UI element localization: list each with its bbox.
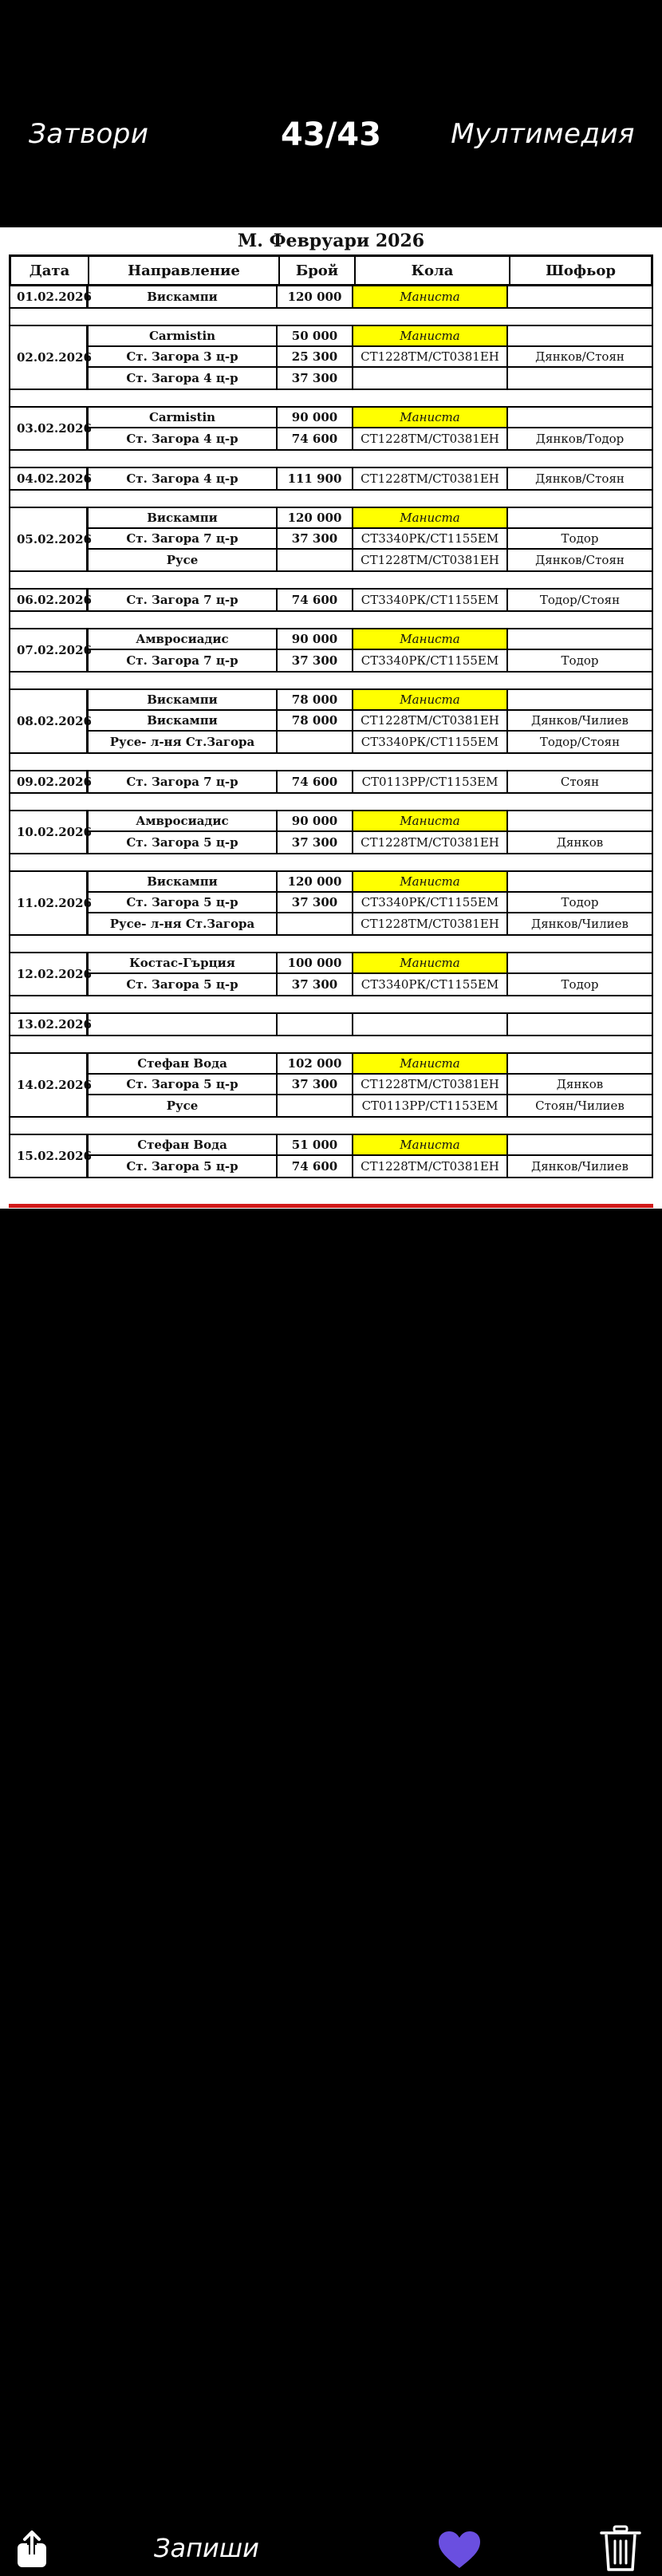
count-cell: 37 300 — [278, 529, 353, 548]
day-group — [9, 811, 653, 854]
direction-cell: Русе — [89, 1095, 278, 1116]
date-cell: 12.02.2026 — [10, 953, 89, 995]
header-direction: Направление — [89, 257, 280, 284]
direction-cell: Ст. Загора 7 ц-р — [89, 771, 278, 792]
driver-cell: Стоян — [560, 775, 600, 789]
table-row — [89, 1135, 652, 1156]
table-row — [89, 1054, 652, 1075]
direction-cell: Вискампи — [89, 286, 278, 307]
driver-cell: Тодор — [561, 977, 599, 992]
day-rows — [89, 468, 652, 489]
direction-cell: Ст. Загора 5 ц-р — [89, 893, 278, 912]
car-cell: СТ1228ТМ/СТ0381ЕН — [353, 913, 508, 934]
table-spacer-row — [9, 572, 653, 590]
day-group — [9, 286, 653, 309]
car-cell: СТ3340РК/СТ1155ЕМ — [353, 590, 508, 610]
table-row — [89, 1075, 652, 1095]
day-rows — [89, 811, 652, 853]
table-body — [9, 286, 653, 1178]
driver-cell — [508, 1135, 652, 1154]
header-date: Дата — [11, 257, 89, 284]
direction-cell: Ст. Загора 5 ц-р — [89, 1156, 278, 1177]
car-cell: СТ1228ТМ/СТ0381ЕН — [353, 468, 508, 489]
date-cell: 13.02.2026 — [10, 1014, 89, 1035]
driver-cell: Тодор — [561, 531, 599, 546]
day-group — [9, 690, 653, 754]
count-cell: 25 300 — [278, 347, 353, 366]
table-row — [89, 771, 652, 792]
table-row — [89, 832, 652, 853]
direction-cell: Ст. Загора 5 ц-р — [89, 974, 278, 995]
direction-cell: Костас-Гърция — [89, 953, 278, 972]
day-group — [9, 629, 653, 673]
count-cell — [278, 913, 353, 934]
direction-cell: Вискампи — [89, 872, 278, 891]
count-cell — [278, 1095, 353, 1116]
table-spacer-row — [9, 1036, 653, 1054]
driver-cell: Тодор — [561, 653, 599, 668]
driver-cell: Дянков/Стоян — [535, 471, 625, 486]
date-cell: 11.02.2026 — [10, 872, 89, 934]
count-cell: 50 000 — [278, 326, 353, 345]
car-cell: Маниста — [353, 408, 508, 427]
date-cell: 06.02.2026 — [10, 590, 89, 610]
count-cell: 74 600 — [278, 590, 353, 610]
driver-cell — [508, 368, 652, 389]
direction-cell: Вискампи — [89, 690, 278, 709]
count-cell: 120 000 — [278, 872, 353, 891]
table-row — [89, 428, 652, 449]
table-row — [89, 1156, 652, 1177]
car-cell: Маниста — [353, 508, 508, 527]
table-row — [89, 1014, 652, 1035]
count-cell: 37 300 — [278, 974, 353, 995]
car-cell — [353, 368, 508, 389]
count-cell: 78 000 — [278, 690, 353, 709]
count-cell — [278, 550, 353, 570]
table-row — [89, 408, 652, 428]
table-spacer-row — [9, 996, 653, 1014]
driver-cell: Тодор — [561, 895, 599, 909]
day-group — [9, 408, 653, 451]
header-driver: Шофьор — [546, 262, 616, 279]
car-cell: СТ1228ТМ/СТ0381ЕН — [353, 347, 508, 366]
date-cell: 09.02.2026 — [10, 771, 89, 792]
heart-icon — [437, 2530, 482, 2570]
car-cell: СТ1228ТМ/СТ0381ЕН — [353, 1075, 508, 1094]
car-cell: Маниста — [353, 690, 508, 709]
count-cell: 90 000 — [278, 629, 353, 649]
day-rows — [89, 408, 652, 449]
count-cell: 111 900 — [278, 468, 353, 489]
direction-cell: Вискампи — [89, 711, 278, 730]
count-cell: 74 600 — [278, 428, 353, 449]
direction-cell: Амвросиадис — [89, 629, 278, 649]
table-spacer-row — [9, 754, 653, 771]
direction-cell: Стефан Вода — [89, 1054, 278, 1073]
header-count: Брой — [280, 257, 356, 284]
count-cell: 37 300 — [278, 893, 353, 912]
close-button[interactable]: Затвори — [29, 118, 149, 150]
car-cell: Маниста — [353, 629, 508, 649]
table-row — [89, 508, 652, 529]
image-counter: 43/43 — [281, 116, 381, 153]
driver-cell: Стоян/Чилиев — [535, 1099, 625, 1113]
count-cell — [278, 1014, 353, 1035]
car-cell: СТ1228ТМ/СТ0381ЕН — [353, 550, 508, 570]
driver-cell: Дянков/Тодор — [535, 432, 625, 446]
day-rows — [89, 1054, 652, 1116]
car-cell: Маниста — [353, 1054, 508, 1073]
day-rows — [89, 629, 652, 671]
count-cell: 51 000 — [278, 1135, 353, 1154]
car-cell: Маниста — [353, 326, 508, 345]
trash-icon — [600, 2525, 641, 2573]
driver-cell — [508, 690, 652, 709]
day-rows — [89, 953, 652, 995]
count-cell: 78 000 — [278, 711, 353, 730]
driver-cell — [508, 508, 652, 527]
direction-cell: Стефан Вода — [89, 1135, 278, 1154]
car-cell — [353, 1014, 508, 1035]
table-row — [89, 893, 652, 913]
direction-cell: Русе — [89, 550, 278, 570]
driver-cell: Дянков/Стоян — [535, 553, 625, 567]
date-cell: 01.02.2026 — [10, 286, 89, 307]
driver-cell — [508, 286, 652, 307]
count-cell: 74 600 — [278, 771, 353, 792]
schedule-table — [9, 254, 653, 1178]
table-row — [89, 711, 652, 732]
car-cell: СТ0113РР/СТ1153ЕМ — [353, 1095, 508, 1116]
count-cell: 100 000 — [278, 953, 353, 972]
driver-cell: Дянков — [556, 835, 604, 850]
table-spacer-row — [9, 794, 653, 811]
car-cell: СТ1228ТМ/СТ0381ЕН — [353, 1156, 508, 1177]
table-header — [9, 254, 653, 286]
driver-cell: Дянков/Чилиев — [531, 1159, 629, 1174]
day-group — [9, 1135, 653, 1178]
driver-cell — [508, 326, 652, 345]
driver-cell — [508, 1014, 652, 1035]
day-group — [9, 1014, 653, 1036]
table-spacer-row — [9, 612, 653, 629]
direction-cell — [89, 1014, 278, 1035]
table-row — [89, 974, 652, 995]
share-button[interactable] — [16, 2529, 48, 2569]
table-row — [89, 953, 652, 974]
car-cell: Маниста — [353, 953, 508, 972]
direction-cell: Carmistin — [89, 408, 278, 427]
driver-cell — [508, 1054, 652, 1073]
date-cell: 03.02.2026 — [10, 408, 89, 449]
table-row — [89, 368, 652, 389]
car-cell: СТ3340РК/СТ1155ЕМ — [353, 650, 508, 671]
direction-cell: Ст. Загора 4 ц-р — [89, 428, 278, 449]
table-spacer-row — [9, 309, 653, 326]
table-row — [89, 529, 652, 550]
car-cell: Маниста — [353, 872, 508, 891]
table-spacer-row — [9, 854, 653, 872]
table-row — [89, 732, 652, 752]
direction-cell: Ст. Загора 7 ц-р — [89, 650, 278, 671]
table-row — [89, 326, 652, 347]
direction-cell: Ст. Загора 5 ц-р — [89, 832, 278, 853]
direction-cell: Ст. Загора 7 ц-р — [89, 529, 278, 548]
table-spacer-row — [9, 451, 653, 468]
car-cell: Маниста — [353, 811, 508, 830]
direction-cell: Амвросиадис — [89, 811, 278, 830]
share-icon — [16, 2529, 48, 2569]
driver-cell: Дянков — [556, 1077, 604, 1091]
table-row — [89, 550, 652, 570]
day-group — [9, 1054, 653, 1118]
table-row — [89, 1095, 652, 1116]
direction-cell: Ст. Загора 7 ц-р — [89, 590, 278, 610]
date-cell: 14.02.2026 — [10, 1054, 89, 1116]
day-rows — [89, 286, 652, 307]
day-rows — [89, 690, 652, 752]
delete-button[interactable] — [600, 2525, 641, 2573]
document-title: М. Февруари 2026 — [237, 231, 425, 251]
driver-cell: Дянков/Стоян — [535, 349, 625, 364]
date-cell: 10.02.2026 — [10, 811, 89, 853]
date-cell: 04.02.2026 — [10, 468, 89, 489]
driver-cell — [508, 408, 652, 427]
day-group — [9, 468, 653, 491]
day-rows — [89, 326, 652, 389]
direction-cell: Вискампи — [89, 508, 278, 527]
day-group — [9, 326, 653, 390]
day-rows — [89, 590, 652, 610]
driver-cell: Дянков/Чилиев — [531, 713, 629, 728]
date-cell: 15.02.2026 — [10, 1135, 89, 1177]
day-group — [9, 872, 653, 936]
count-cell: 37 300 — [278, 832, 353, 853]
driver-cell — [508, 872, 652, 891]
table-row — [89, 468, 652, 489]
date-cell: 08.02.2026 — [10, 690, 89, 752]
car-cell: СТ3340РК/СТ1155ЕМ — [353, 732, 508, 752]
header-car: Кола — [356, 257, 510, 284]
driver-cell — [508, 811, 652, 830]
table-row — [89, 286, 652, 307]
table-spacer-row — [9, 491, 653, 508]
table-row — [89, 872, 652, 893]
driver-cell: Тодор/Стоян — [539, 593, 621, 607]
day-rows — [89, 508, 652, 570]
table-row — [89, 590, 652, 610]
table-row — [89, 650, 652, 671]
car-cell: СТ1228ТМ/СТ0381ЕН — [353, 428, 508, 449]
count-cell: 37 300 — [278, 368, 353, 389]
car-cell: СТ1228ТМ/СТ0381ЕН — [353, 711, 508, 730]
date-cell: 05.02.2026 — [10, 508, 89, 570]
progress-line — [9, 1204, 653, 1208]
direction-cell: Ст. Загора 5 ц-р — [89, 1075, 278, 1094]
direction-cell: Carmistin — [89, 326, 278, 345]
media-button[interactable]: Мултимедия — [451, 118, 635, 150]
count-cell: 37 300 — [278, 650, 353, 671]
car-cell: Маниста — [353, 286, 508, 307]
day-group — [9, 771, 653, 794]
date-cell: 07.02.2026 — [10, 629, 89, 671]
direction-cell: Ст. Загора 4 ц-р — [89, 368, 278, 389]
car-cell: СТ3340РК/СТ1155ЕМ — [353, 529, 508, 548]
car-cell: СТ0113РР/СТ1153ЕМ — [353, 771, 508, 792]
table-spacer-row — [9, 1118, 653, 1135]
car-cell: СТ3340РК/СТ1155ЕМ — [353, 974, 508, 995]
car-cell: Маниста — [353, 1135, 508, 1154]
day-rows — [89, 771, 652, 792]
table-row — [89, 629, 652, 650]
table-row — [89, 347, 652, 368]
document-image — [0, 227, 662, 1209]
day-rows — [89, 1135, 652, 1177]
count-cell: 74 600 — [278, 1156, 353, 1177]
table-row — [89, 811, 652, 832]
count-cell: 37 300 — [278, 1075, 353, 1094]
day-rows — [89, 1014, 652, 1035]
count-cell: 102 000 — [278, 1054, 353, 1073]
direction-cell: Ст. Загора 3 ц-р — [89, 347, 278, 366]
bottom-bar — [0, 1209, 662, 2563]
count-cell: 90 000 — [278, 408, 353, 427]
count-cell: 120 000 — [278, 508, 353, 527]
car-cell: СТ3340РК/СТ1155ЕМ — [353, 893, 508, 912]
driver-cell — [508, 953, 652, 972]
count-cell — [278, 732, 353, 752]
direction-cell: Ст. Загора 4 ц-р — [89, 468, 278, 489]
day-group — [9, 953, 653, 996]
table-row — [89, 913, 652, 934]
table-spacer-row — [9, 390, 653, 408]
table-spacer-row — [9, 673, 653, 690]
favorite-button[interactable] — [437, 2530, 482, 2570]
direction-cell: Русе- л-ня Ст.Загора — [89, 732, 278, 752]
save-button[interactable]: Запиши — [154, 2533, 259, 2563]
table-spacer-row — [9, 936, 653, 953]
day-group — [9, 508, 653, 572]
driver-cell — [508, 629, 652, 649]
date-cell: 02.02.2026 — [10, 326, 89, 389]
day-group — [9, 590, 653, 612]
direction-cell: Русе- л-ня Ст.Загора — [89, 913, 278, 934]
count-cell: 120 000 — [278, 286, 353, 307]
driver-cell: Тодор/Стоян — [539, 735, 621, 749]
top-bar — [0, 0, 662, 227]
count-cell: 90 000 — [278, 811, 353, 830]
day-rows — [89, 872, 652, 934]
car-cell: СТ1228ТМ/СТ0381ЕН — [353, 832, 508, 853]
table-row — [89, 690, 652, 711]
driver-cell: Дянков/Чилиев — [531, 917, 629, 931]
